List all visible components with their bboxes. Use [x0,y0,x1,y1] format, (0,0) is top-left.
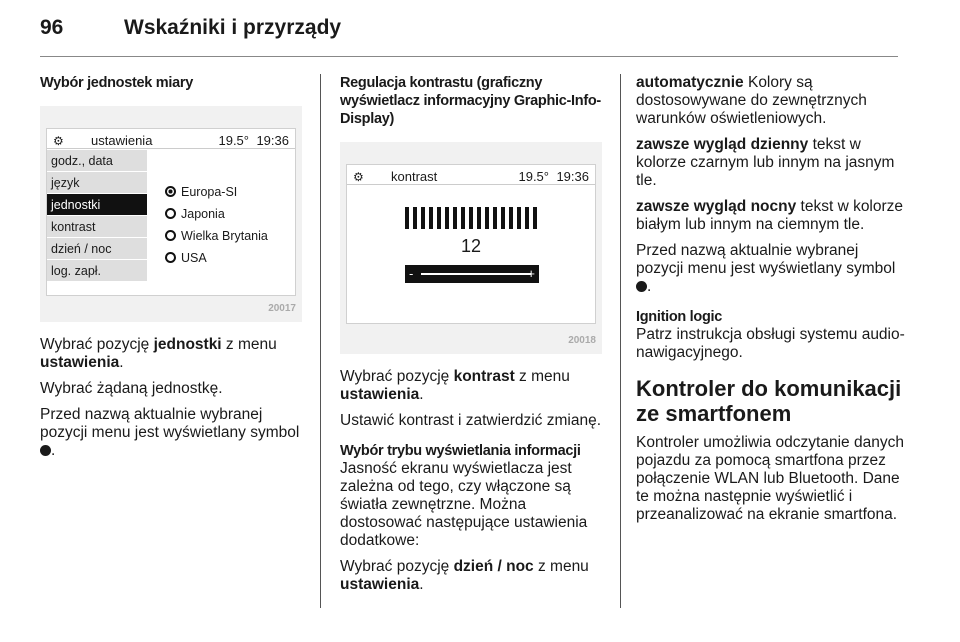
section-heading: Kontroler do komunikacji ze smartfonem [636,376,902,426]
screen-menu [47,150,147,282]
menu-item: kontrast [47,216,147,238]
screen-topbar [47,129,295,149]
figure-number: 20017 [268,303,296,314]
screen-label: kontrast [391,169,438,184]
paragraph: Jasność ekranu wyświetlacza jest zależna od tego, czy włączone są światła zewnętrzne. Można dostosować następujące ustawienia dodatkowe: [340,460,588,549]
menu-item: język [47,172,147,194]
sub-heading: Wybór trybu wyświetlania informacji [340,443,581,459]
screen-time: 19:36 [556,169,589,184]
header-rule [40,56,898,57]
screen-topbar [347,165,595,185]
option-label: Japonia [181,207,225,221]
paragraph: zawsze wygląd nocny tekst w kolorze białym lub innym na ciemnym tle. [636,198,904,233]
column-1 [40,74,308,468]
column-3 [636,74,908,532]
paragraph: Ustawić kontrast i zatwierdzić zmianę. [340,412,601,429]
figure-contrast-screen [340,142,602,354]
option-item [165,203,268,225]
paragraph: Przed nazwą aktualnie wybranej pozycji menu jest wyświetlany symbol . [40,406,300,459]
screen-options [165,181,268,269]
screen-temp: 19.5° [218,133,249,148]
screen-time: 19:36 [256,133,289,148]
column-divider [620,74,621,608]
screen-label: ustawienia [91,133,153,148]
paragraph: automatycznie Kolory są dostosowywane do zewnętrznych warunków oświetleniowych. [636,74,867,127]
menu-item: log. zapł. [47,260,147,282]
display-screen [346,164,596,324]
page-header [40,16,920,56]
bullet-dot-icon [636,281,647,292]
paragraph: Wybrać pozycję kontrast z menu ustawienia. [340,368,570,403]
menu-item-selected: jednostki [47,194,147,216]
bullet-dot-icon [40,445,51,456]
column-divider [320,74,321,608]
page-title: Wskaźniki i przyrządy [124,16,342,39]
contrast-value: 12 [460,236,482,256]
paragraph: Wybrać pozycję dzień / noc z menu ustawienia. [340,558,589,593]
paragraph: zawsze wygląd dzienny tekst w kolorze czarnym lub innym na jasnym tle. [636,136,895,189]
figure-units-screen [40,106,302,322]
settings-logo-icon: ⚙ [353,170,364,184]
display-screen [46,128,296,296]
option-item [165,181,268,203]
menu-item: godz., data [47,150,147,172]
paragraph: Wybrać żądaną jednostkę. [40,380,223,397]
radio-selected-icon [165,186,176,197]
option-label: Europa-SI [181,185,238,199]
sub-heading: Ignition logic [636,309,723,325]
screen-temp: 19.5° [518,169,549,184]
paragraph: Patrz instrukcja obsługi systemu audio-nawigacyjnego. [636,326,905,361]
option-label: USA [181,251,207,265]
option-label: Wielka Brytania [181,229,268,243]
menu-item: dzień / noc [47,238,147,260]
radio-icon [165,252,176,263]
option-item [165,225,268,247]
page-number: 96 [40,16,64,39]
option-item [165,247,268,269]
column-2 [340,74,602,602]
radio-icon [165,230,176,241]
paragraph: Przed nazwą aktualnie wybranej pozycji menu jest wyświetlany symbol . [636,242,896,295]
contrast-slider: - + [405,265,539,283]
paragraph: Wybrać pozycję jednostki z menu ustawienia. [40,336,277,371]
settings-logo-icon: ⚙ [53,134,64,148]
section-heading-units: Wybór jednostek miary [40,75,193,91]
radio-icon [165,208,176,219]
section-heading-contrast: Regulacja kontrastu (graficzny wyświetlacz informacyjny Graphic-Info-Display) [340,75,601,127]
figure-number: 20018 [568,335,596,346]
contrast-pattern [405,207,539,229]
paragraph: Kontroler umożliwia odczytanie danych pojazdu za pomocą smartfona przez połączenie WLAN lub Bluetooth. Dane te można następnie wyświetlić i przeanalizować na ekranie smartfona. [636,434,904,523]
